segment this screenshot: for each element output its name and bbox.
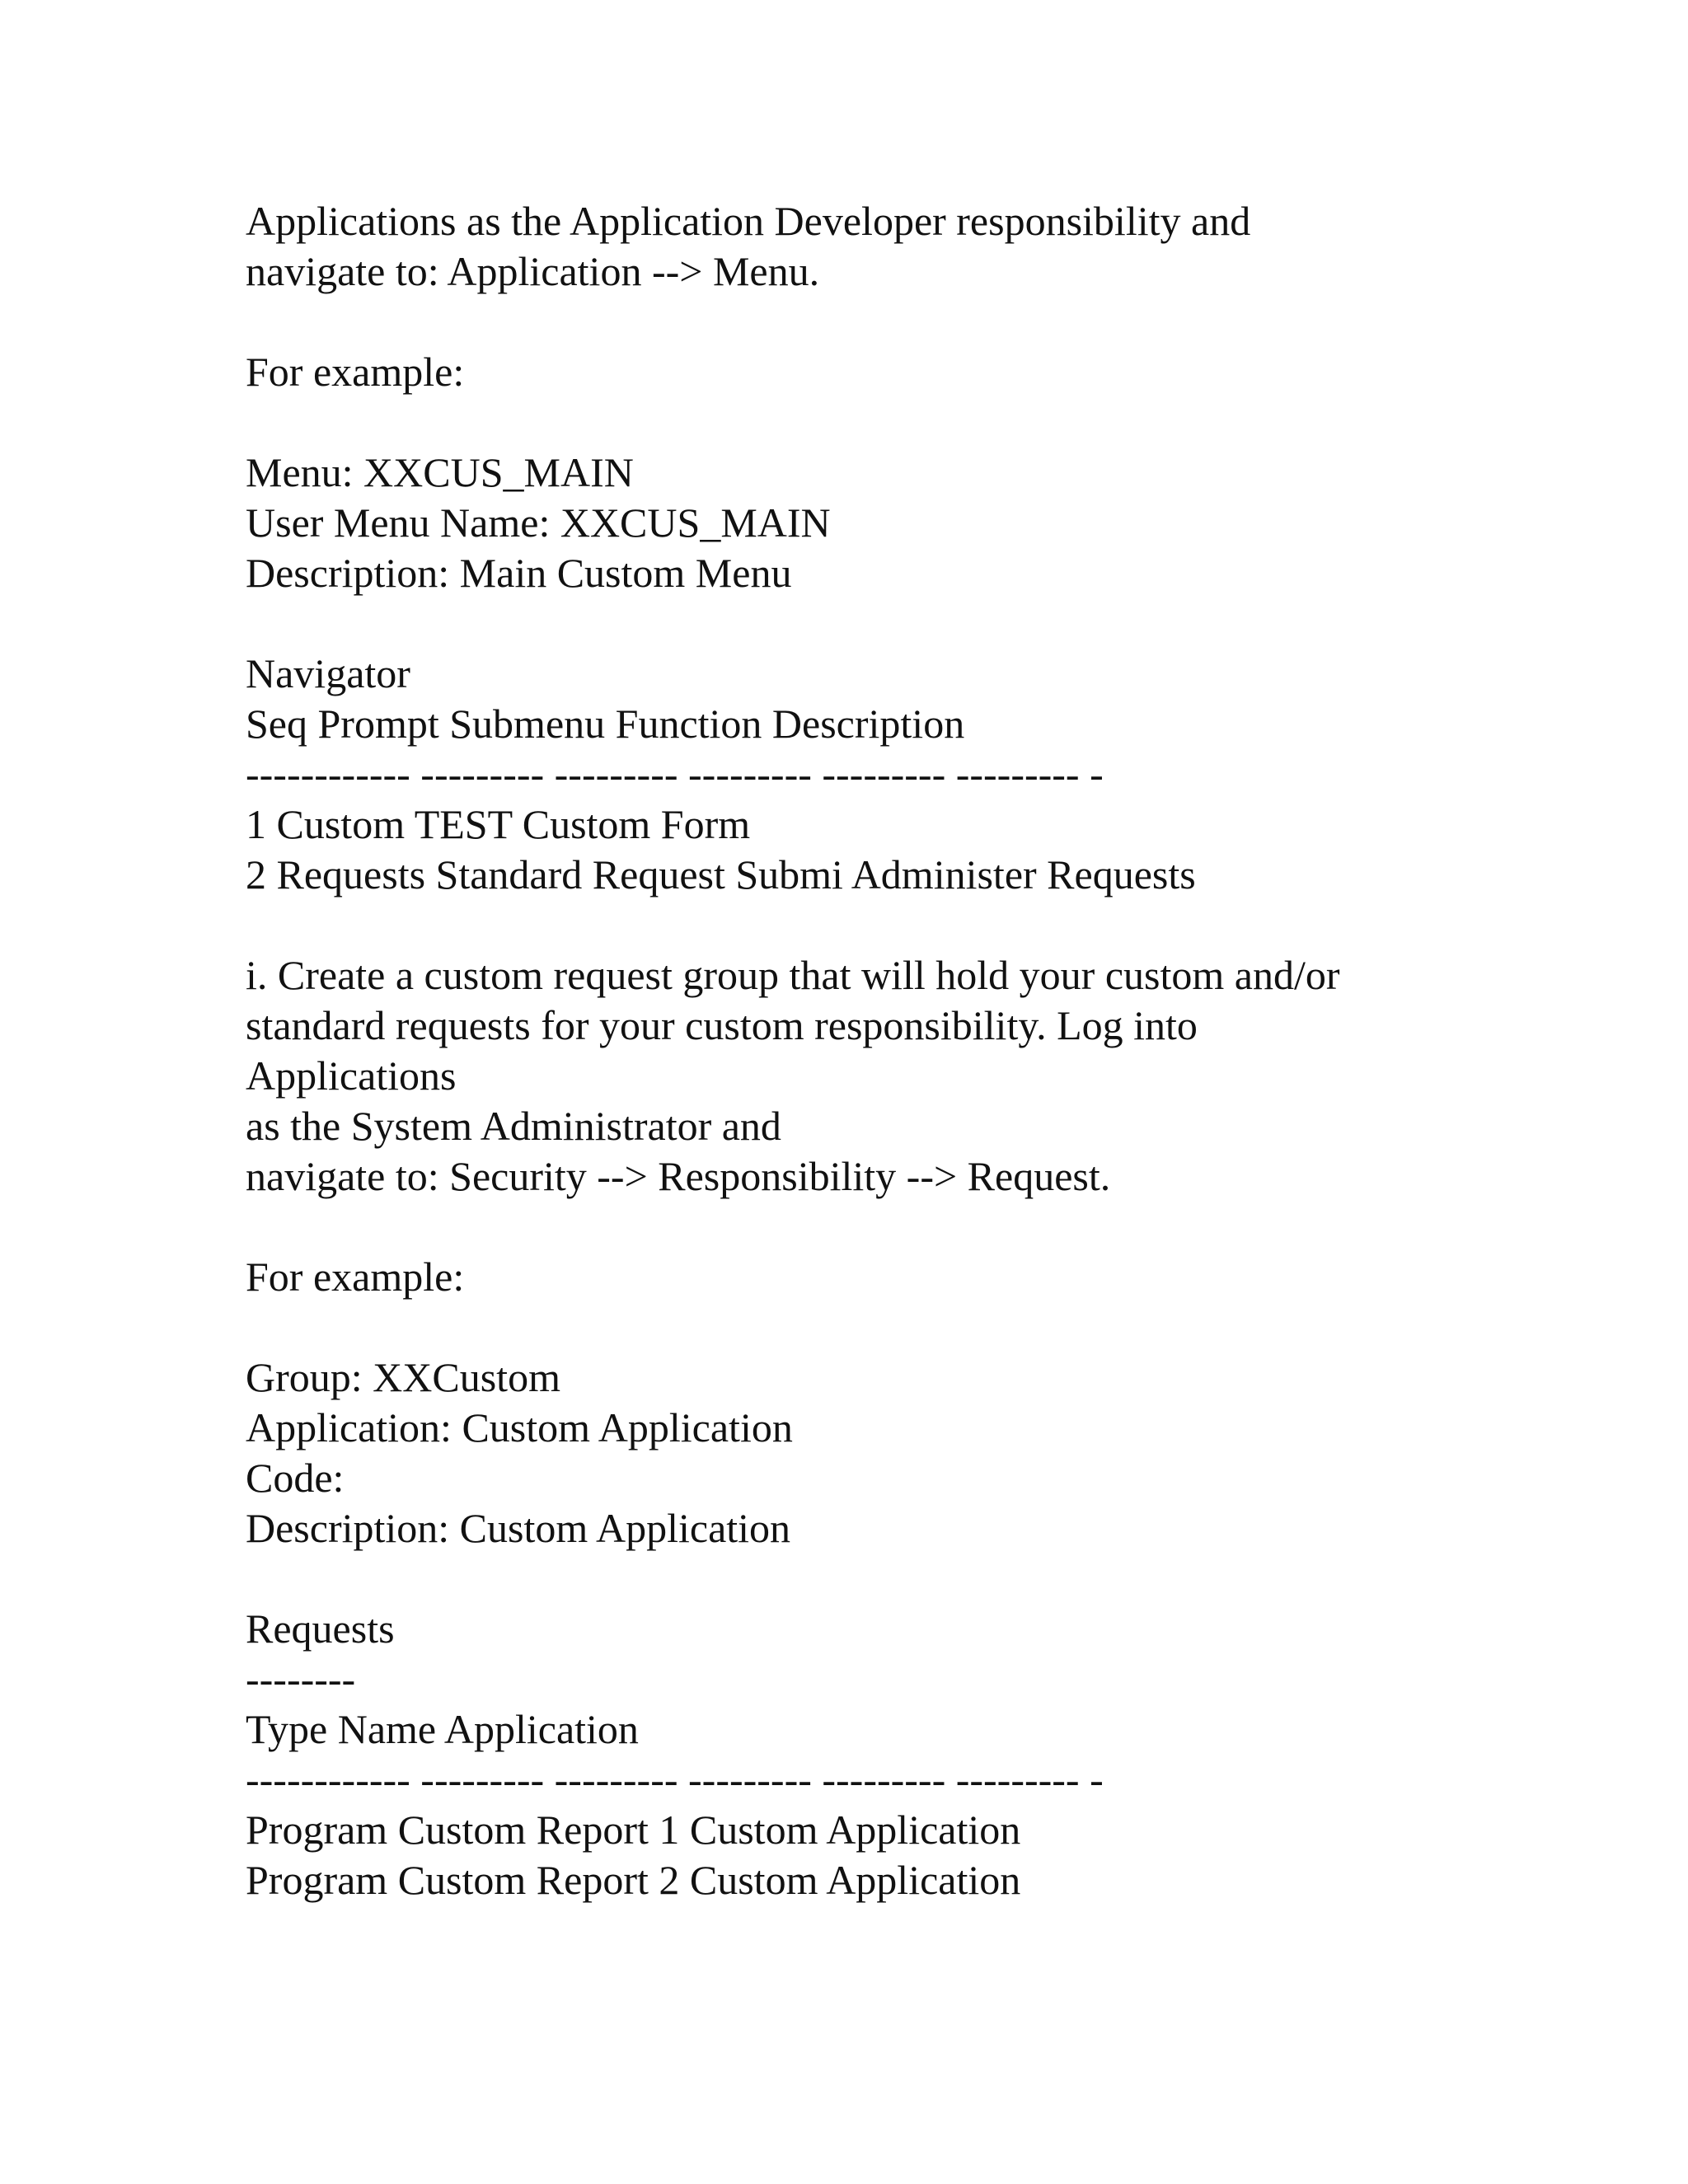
menu-description-field: Description: Main Custom Menu <box>246 550 792 596</box>
menu-field: Menu: XXCUS_MAIN <box>246 449 634 495</box>
step-i-line-1: i. Create a custom request group that will hold your custom and/or <box>246 952 1340 998</box>
navigator-separator: ------------ --------- --------- --------- --------- --------- - <box>246 751 1104 797</box>
blank-line <box>246 1302 1531 1352</box>
intro-line-1: Applications as the Application Developer responsibility and <box>246 198 1251 244</box>
requests-title-underline: -------- <box>246 1656 356 1702</box>
step-i-line-4: as the System Administrator and <box>246 1103 781 1149</box>
intro-line-2: navigate to: Application --> Menu. <box>246 248 820 294</box>
blank-line <box>246 1554 1531 1604</box>
group-field: Group: XXCustom <box>246 1354 560 1400</box>
requests-row: Program Custom Report 2 Custom Application <box>246 1857 1021 1903</box>
step-i-line-3: Applications <box>246 1052 457 1099</box>
blank-line <box>246 1202 1531 1252</box>
requests-title: Requests <box>246 1605 395 1652</box>
document-body <box>246 196 1531 1905</box>
navigator-header: Seq Prompt Submenu Function Description <box>246 701 965 747</box>
blank-line <box>246 900 1531 950</box>
step-i-line-2: standard requests for your custom responsibility. Log into <box>246 1002 1198 1048</box>
blank-line <box>246 397 1531 448</box>
requests-header: Type Name Application <box>246 1706 639 1752</box>
navigator-row: 1 Custom TEST Custom Form <box>246 801 751 847</box>
user-menu-name-field: User Menu Name: XXCUS_MAIN <box>246 499 831 546</box>
navigator-title: Navigator <box>246 650 410 696</box>
group-description-field: Description: Custom Application <box>246 1505 791 1551</box>
code-field: Code: <box>246 1455 345 1501</box>
example-label: For example: <box>246 349 465 395</box>
example-label: For example: <box>246 1254 465 1300</box>
requests-separator: ------------ --------- --------- --------- --------- --------- - <box>246 1756 1104 1802</box>
navigator-row: 2 Requests Standard Request Submi Administer Requests <box>246 851 1196 898</box>
blank-line <box>246 598 1531 649</box>
application-field: Application: Custom Application <box>246 1404 793 1451</box>
requests-row: Program Custom Report 1 Custom Application <box>246 1807 1021 1853</box>
blank-line <box>246 297 1531 347</box>
step-i-line-5: navigate to: Security --> Responsibility --> Request. <box>246 1153 1111 1199</box>
